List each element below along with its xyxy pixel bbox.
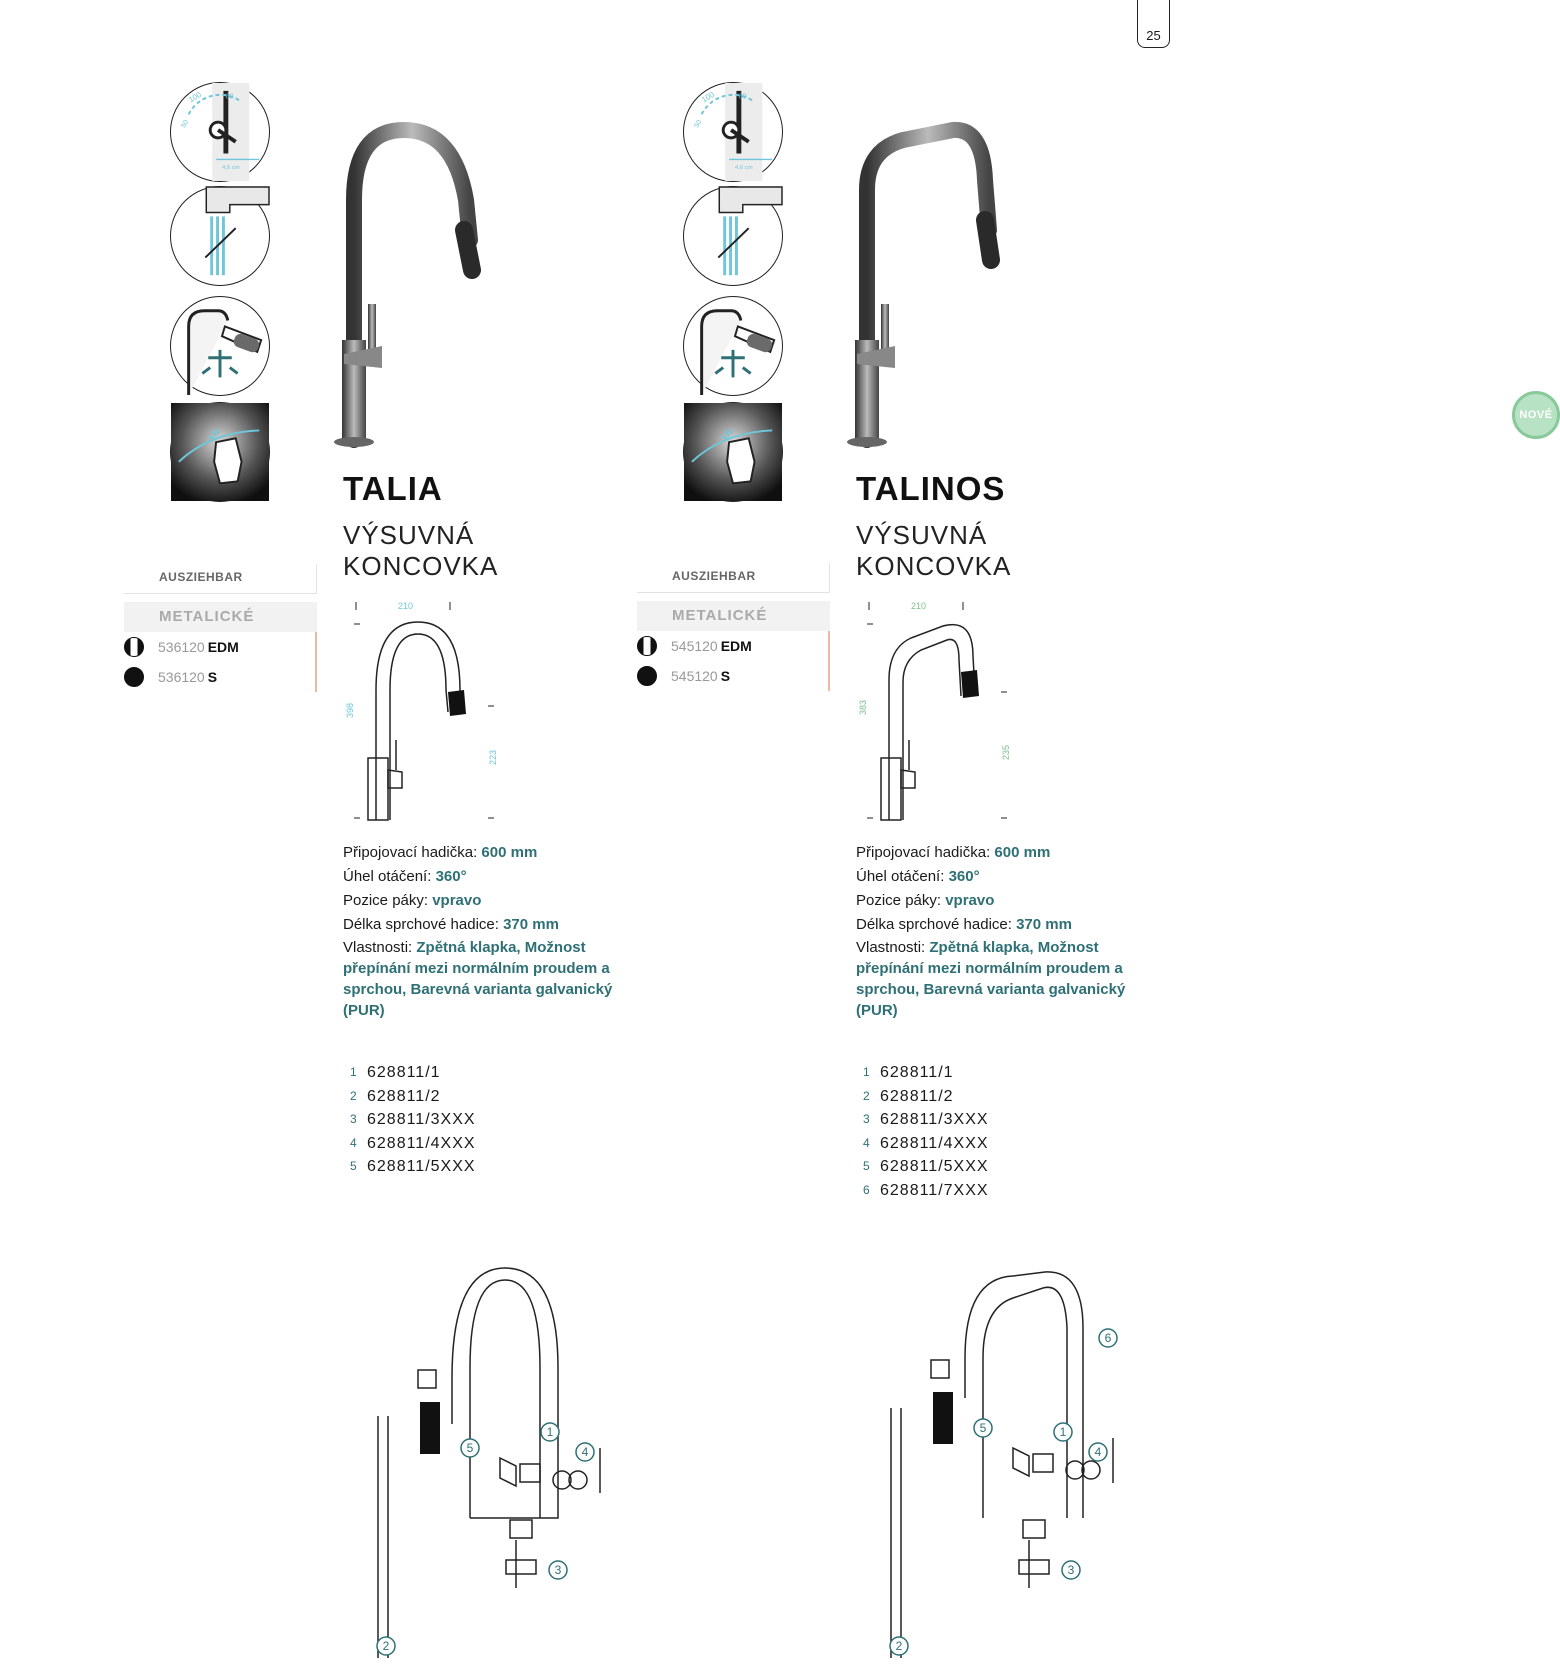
- dim-height: 383: [858, 699, 868, 715]
- part-row: 3 628811/3XXX: [863, 1111, 989, 1128]
- finish-swatch-s: [637, 666, 657, 686]
- variant-finish: S: [207, 669, 218, 685]
- angle-label-100: 100: [187, 90, 203, 105]
- lever-angle-icon: [683, 82, 783, 182]
- spec-spray: Délka sprchové hadice: 370 mm: [856, 916, 1072, 933]
- variant-finish: S: [720, 668, 731, 684]
- spec-spray: Délka sprchové hadice: 370 mm: [343, 916, 559, 933]
- variant-code: 545120: [671, 668, 718, 684]
- finish-swatch-edm: [637, 636, 657, 656]
- dim-width: 210: [911, 601, 927, 611]
- dim-width: 210: [398, 601, 414, 611]
- new-badge: NOVÉ: [1512, 391, 1560, 439]
- callout-1: 1: [1059, 1425, 1067, 1439]
- spec-lever: Pozice páky: vpravo: [856, 892, 995, 909]
- page-number: 25: [1137, 0, 1170, 48]
- finish-swatch-s: [124, 667, 144, 687]
- callout-2: 2: [895, 1639, 903, 1653]
- callout-4: 4: [581, 1445, 589, 1459]
- callout-3: 3: [1067, 1563, 1075, 1577]
- finish-swatch-edm: [124, 637, 144, 657]
- angle-label-80: 80: [225, 93, 234, 101]
- callout-5: 5: [466, 1441, 474, 1455]
- category-label: AUSZIEHBAR: [637, 563, 830, 593]
- dim-height: 398: [345, 702, 355, 718]
- part-row: 5 628811/5XXX: [350, 1158, 476, 1175]
- variant-row: [124, 636, 239, 658]
- pull-out-icon: [170, 296, 270, 396]
- callout-1: 1: [546, 1425, 554, 1439]
- easy-clean-icon: [683, 402, 783, 502]
- angle-label-80: 80: [738, 93, 747, 101]
- variant-row: [124, 666, 217, 688]
- spec-angle: Úhel otáčení: 360°: [343, 868, 467, 885]
- finish-group-label: METALICKÉ: [124, 602, 317, 632]
- variant-row: [637, 665, 730, 687]
- callout-6: 6: [1104, 1331, 1112, 1345]
- part-row: 5 628811/5XXX: [863, 1158, 989, 1175]
- spec-hose: Připojovací hadička: 600 mm: [343, 844, 538, 861]
- angle-label-50: 50: [693, 118, 704, 130]
- spec-properties: Vlastnosti: Zpětná klapka, Možnost přepínání mezi normálním proudem a sprchou, Barevná varianta galvanický (PUR): [856, 939, 1126, 1019]
- variant-finish: EDM: [207, 639, 239, 655]
- variant-finish: EDM: [720, 638, 752, 654]
- part-row: 2 628811/2: [863, 1087, 954, 1105]
- spray-mode-icon: [683, 186, 783, 286]
- spec-angle: Úhel otáčení: 360°: [856, 868, 980, 885]
- easy-clean-icon: [170, 402, 270, 502]
- part-row: 1 628811/1: [863, 1064, 954, 1081]
- callout-4: 4: [1094, 1445, 1102, 1459]
- lever-angle-icon: [170, 82, 270, 182]
- part-row: 1 628811/1: [350, 1064, 441, 1081]
- spec-hose: Připojovací hadička: 600 mm: [856, 844, 1051, 861]
- distance-label: 4,6 cm: [734, 165, 753, 172]
- callout-5: 5: [979, 1421, 987, 1435]
- spec-properties: Vlastnosti: Zpětná klapka, Možnost přepínání mezi normálním proudem a sprchou, Barevná varianta galvanický (PUR): [343, 939, 613, 1019]
- spare-parts-list: [863, 1061, 989, 1202]
- spec-list: [856, 841, 1156, 1021]
- dimension-drawing: [851, 600, 1021, 825]
- part-row: 3 628811/3XXX: [350, 1111, 476, 1128]
- exploded-view: [853, 1268, 1153, 1660]
- product-subtitle: VÝSUVNÁ KONCOVKA: [856, 520, 1012, 581]
- distance-label: 4,6 cm: [221, 165, 240, 172]
- callout-2: 2: [382, 1639, 390, 1653]
- divider-line: [315, 632, 317, 692]
- product-photo: [843, 120, 1053, 450]
- angle-label-100: 100: [700, 90, 716, 105]
- product-title: TALIA: [343, 470, 443, 507]
- product-photo: [330, 120, 540, 450]
- finish-group-label: METALICKÉ: [637, 601, 830, 631]
- dim-spout-height: 235: [1001, 744, 1011, 760]
- variant-row: [637, 635, 752, 657]
- variant-code: 545120: [671, 638, 718, 654]
- spray-mode-icon: [170, 186, 270, 286]
- angle-label-50: 50: [180, 118, 191, 130]
- variant-code: 536120: [158, 669, 205, 685]
- category-label: AUSZIEHBAR: [124, 564, 317, 594]
- callout-3: 3: [554, 1563, 562, 1577]
- part-row: 4 628811/4XXX: [863, 1134, 989, 1152]
- variant-code: 536120: [158, 639, 205, 655]
- spec-lever: Pozice páky: vpravo: [343, 892, 482, 909]
- product-title: TALINOS: [856, 470, 1006, 507]
- dim-spout-height: 223: [488, 749, 498, 765]
- part-row: 6 628811/7XXX: [863, 1181, 989, 1199]
- divider-line: [828, 631, 830, 691]
- part-row: 4 628811/4XXX: [350, 1134, 476, 1152]
- product-talia: [0, 0, 613, 1664]
- dimension-drawing: [338, 600, 508, 825]
- pull-out-icon: [683, 296, 783, 396]
- part-row: 2 628811/2: [350, 1087, 441, 1105]
- spare-parts-list: [350, 1061, 476, 1179]
- product-subtitle: VÝSUVNÁ KONCOVKA: [343, 520, 499, 581]
